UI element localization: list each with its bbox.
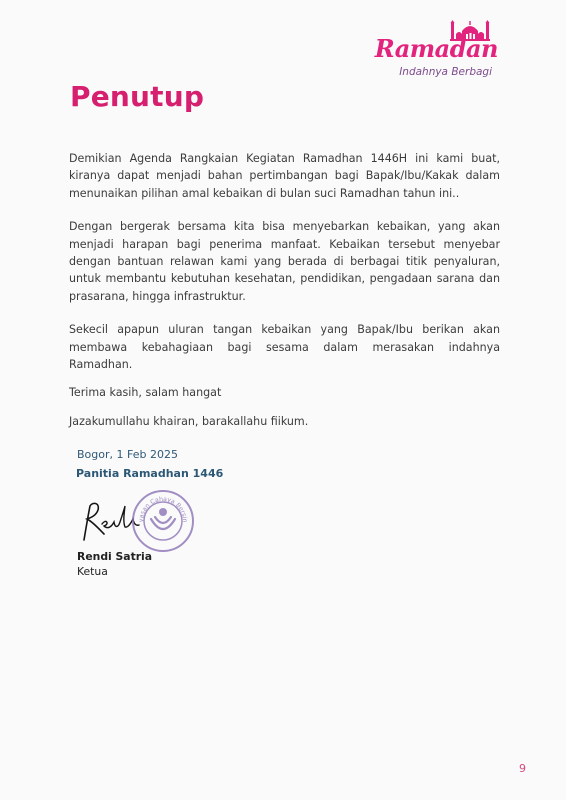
stamp-text: yasan Cahaya Bersin — [137, 495, 189, 523]
ramadan-logo — [374, 20, 498, 82]
paragraph-contribution: Sekecil apapun uluran tangan kebaikan yang Bapak/Ibu berikan akan membawa kebahagiaan bagi sesama dalam merasakan indahnya Ramadhan. — [69, 323, 500, 372]
signer-name: Rendi Satria — [77, 550, 153, 563]
paragraph-opening: Demikian Agenda Rangkaian Kegiatan Ramadhan 1446H ini kami buat, kiranya dapat menjadi bahan pertimbangan bagi Bapak/Ibu/Kakak dalam menunaikan pilihan amal kebaikan di bulan suci Ramadhan tahun ini.. — [69, 152, 500, 200]
paragraph-prayer: Jazakumullahu khairan, barakallahu fiikum. — [69, 414, 309, 428]
letter-body — [69, 150, 500, 441]
signer-role: Ketua — [77, 565, 108, 578]
svg-text:Yayasan Cahaya Bersinar — [131, 489, 188, 523]
paragraph-thanks: Terima kasih, salam hangat — [69, 386, 222, 400]
paragraph-movement: Dengan bergerak bersama kita bisa menyebarkan kebaikan, yang akan menjadi harapan bagi penerima manfaat. Kebaikan tersebut menyebar dengan bantuan relawan kami yang berada di berbagai titik penyaluran, untuk membantu kebutuhan kesehatan, pendidikan, pengadaan sarana dan prasarana, hingga infrastruktur. — [69, 220, 500, 303]
page-number: 9 — [519, 762, 526, 775]
logo-wordmark: Ramadan — [374, 34, 498, 63]
place-date: Bogor, 1 Feb 2025 — [77, 448, 178, 461]
page-title: Penutup — [70, 80, 205, 113]
foundation-stamp — [131, 489, 195, 553]
committee-name: Panitia Ramadhan 1446 — [76, 467, 224, 480]
logo-tagline: Indahnya Berbagi — [399, 66, 492, 78]
